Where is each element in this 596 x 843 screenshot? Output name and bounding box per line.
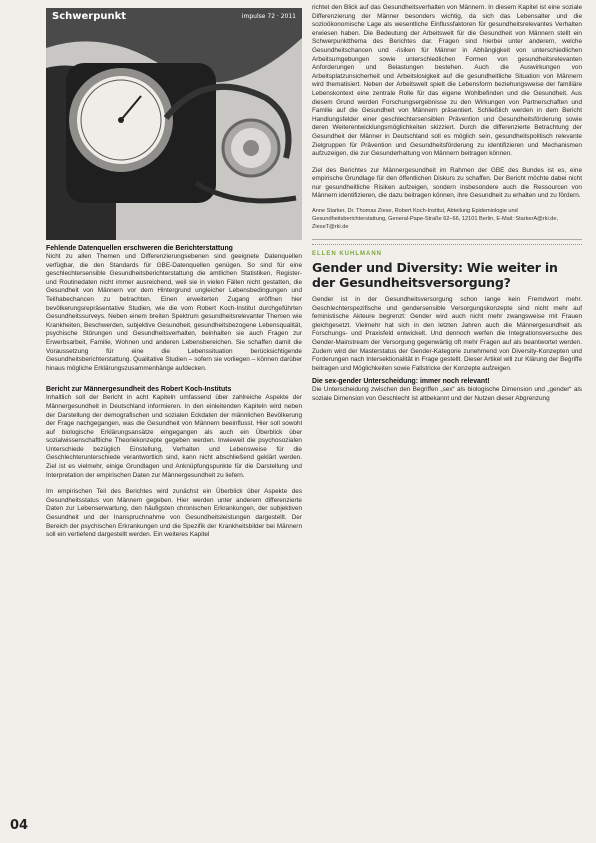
left-column [46,8,302,540]
stethoscope-photo [46,8,302,240]
section-heading: Fehlende Datenquellen erschweren die Berichterstattung [46,245,233,252]
paragraph: Gender ist in der Gesundheitsversorgung schon lange kein Fremdwort mehr. Geschlechterspezifische und gendersensible Versorgungskonzepte sind nicht mehr auf feministische Akteure begrenzt: Gender wird auch nicht mehr zwangsweise mit Frauen gleichgesetzt. Vielmehr hat sich in den letzten Jahren auch die Männergesundheit als Forschungs- und Praxisfeld entwickelt. Und dennoch werfen die Integrationsversuche des Gender-Mainstream der Versorgung gegenwärtig oft mehr Fragen auf als beantwortet werden. Zudem wird der Masterstatus der Gender-Kategorie zunehmend von Diversity-Konzepten und Forderungen nach Intersektionalität in Frage gestellt. Dieser Artikel will zur Klärung der Begriffe beitragen und Möglichkeiten sowie Fallstricke der Konzepte aufzeigen. [312,296,582,372]
section-label: Schwerpunkt [52,10,127,22]
paragraph: Im empirischen Teil des Berichtes wird zunächst ein Überblick über Aspekte des Gesundheitsstatus von Männern gegeben. Hier werden unter anderem differenzierte Daten zur Lebenserwartung, den häufigsten chronischen Erkrankungen, der subjektiven Gesundheit und der Inanspruchnahme von Gesundheitsleistungen dargestellt. Der Bereich der psychischen Erkrankungen und die Spezifik der Krankheitsbilder bei Männern soll ein vertiefend dargestellt werden. Ein weiteres Kapitel [46,488,302,539]
author-address: Anne Starker, Dr. Thomas Ziese, Robert Koch-Institut, Abteilung Epidemiologie und Gesundheitsberichterstattung, General-Pape-Straße 62–66, 12101 Berlin, E-Mail: StarkerA@rki.de, ZieseT@rki.de [312,208,559,231]
article-title: Gender und Diversity: Wie weiter in der Gesundheitsversorgung? [312,260,558,291]
author-kicker: ELLEN KUHLMANN [312,251,382,258]
article-divider [312,239,582,240]
paragraph: Inhaltlich soll der Bericht in acht Kapiteln umfassend über zahlreiche Aspekte der Männergesundheit in Deutschland informieren. In den einleitenden Kapiteln wird neben der Darstellung der demografischen und sozialen Eckdaten der männlichen Bevölkerung der Frage nachgegangen, was die Gesundheit von Männern beeinflusst. Hier soll sowohl auf biologische Erklärungsansätze eingegangen als auch ein Überblick über sozialwissenschaftliche Theoriekonzepte gegeben werden. Inwieweit die psychosozialen Unterschiede bezüglich Einstellung, Verhalten und Lebensweise für die Geschlechterunterschiede verantwortlich sind, kann nicht abschließend geklärt werden. Ziel ist es vielmehr, einige Grundlagen und Anknüpfungspunkte für die Darstellung und Interpretation der empirischen Daten zur Männergesundheit zu liefern. [46,394,302,479]
section-heading: Bericht zur Männergesundheit des Robert Koch-Instituts [46,386,232,394]
paragraph: Ziel des Berichtes zur Männergesundheit im Rahmen der GBE des Bundes ist es, eine empirische Grundlage für den öffentlichen Diskurs zu schaffen. Der Bericht möchte dabei nicht nur gesundheitliche Risiken aufzeigen, sondern insbesondere auch die Ressourcen von Männern identifizieren, die dazu beitragen können, ihre Gesundheit zu erhalten und zu fördern. [312,166,582,200]
paragraph: Die Unterscheidung zwischen den Begriffen „sex“ als biologische Dimension und „gender“ als soziale Dimension von Geschlecht ist altbekannt und der Nutzen dieser Abgrenzung [312,386,582,402]
section-header [46,8,302,24]
issue-label: impulse 72 · 2011 [241,12,296,20]
dotted-rule [312,244,582,248]
right-column [312,4,582,404]
page-number: 04 [10,818,29,833]
paragraph: Nicht zu allen Themen und Differenzierungsebenen sind geeignete Datenquellen verfügbar, die den Standards für GBE-Datenquellen genügen. So sind für eine geschlechtersensible Gesundheitsberichterstattung die amtlichen Statistiken, Register- und Routinedaten nicht immer ausreichend, weil sie in vielen Fällen nicht gestatten, die Gesundheit von Männern vor dem Hintergrund ungleicher Lebensbedingungen und Teilhabechancen zu betrachten. Einen erweiterten Zugang eröffnen hier bevölkerungsrepräsentative Studien, wie die vom Robert Koch-Institut durchgeführten Gesundheitssurveys. Neben einem breiten Spektrum gesundheitsrelevanter Themen wie Krankheiten, Beschwerden, subjektive Gesundheit, gesundheitsbezogene Lebensqualität, psychische Störungen und Gesundheitsverhalten, beinhalten sie auch Fragen zur Erwerbsarbeit, Familie, Wohnen und anderen Lebensbereichen. Sie schaffen damit die Voraussetzung für eine die Lebenssituation berücksichtigende Gesundheitsberichterstattung. Qualitative Studien – sofern sie vorliegen – können darüber hinaus mögliche Erklärungszusammenhänge aufdecken. [46,253,302,372]
section-heading: Die sex-gender Unterscheidung: immer noch relevant! [312,378,490,386]
paragraph: richtet den Blick auf das Gesundheitsverhalten von Männern. In diesem Kapitel ist eine soziale Differenzierung der Männer besonders wichtig, da sich das Lebensalter und die sozioökonomische Lage als wesentliche Einflussfaktoren für gesundheitsrelevantes Verhalten erwiesen haben. Die Bedeutung der Arbeitswelt für die Gesundheit von Männern stellt ein Schwerpunktthema des Berichtes dar. Fragen sind hierbei unter anderem, welche Gesundheitschancen und -risiken für Männer in Abhängigkeit von unterschiedlichen Arbeitsumgebungen sowie unterschiedlichen Formen von gesundheitsrelevanten Anforderungen und Belastungen bestehen. Auch die Auswirkungen von Arbeitsplatzunsicherheit und Arbeitslosigkeit auf die gesundheitliche Situation von Männern wird thematisiert. Neben der Arbeitswelt spielt die Lebensform beziehungsweise der familiäre Lebenskontext eine zentrale Rolle für das eigene Wohlbefinden und die Gesundheit. Aus diesem Grund werden Forschungsergebnisse zu den Wirkungen von Partnerschaften und Familie auf die Gesundheit von Männern präsentiert. Schließlich werden in dem Bericht Handlungsfelder einer geschlechtersensiblen Prävention und Gesundheitsförderung sowie deren Weiterentwicklungsmöglichkeiten skizziert. Durch die differenzierte Betrachtung der Gesundheit der Männer in Deutschland soll es möglich sein, gesundheitspolitisch relevante Zielgruppen für Prävention und Gesundheitsförderung zu identifizieren und Mechanismen aufzuzeigen, die zur Gesunderhaltung von Männern beitragen können. [312,4,582,158]
stethoscope-illustration [46,8,302,240]
